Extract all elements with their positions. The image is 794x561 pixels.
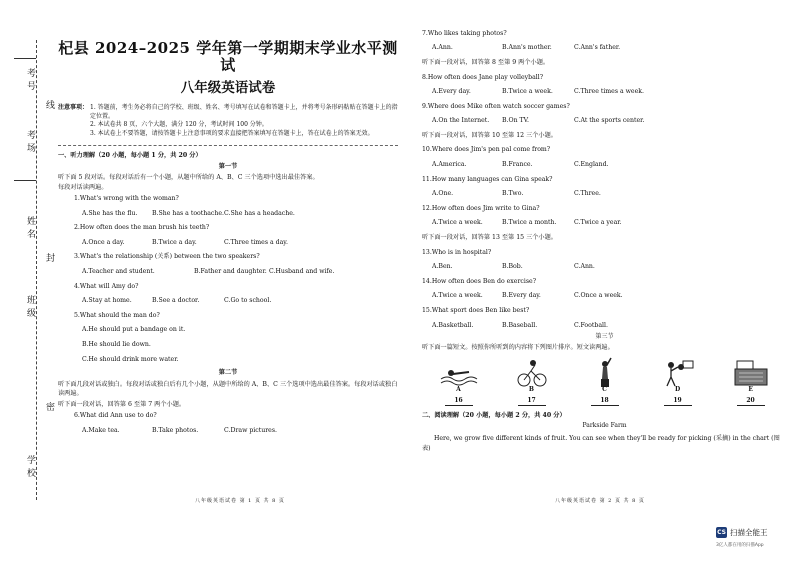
options-row xyxy=(422,41,787,56)
option: B.Father and daughter. xyxy=(194,267,267,275)
note-item: 3. 本试卷上不要答题，请按答题卡上注意事项的要求直接把答案填写在答题卡上，答在试卷上的答案无效。 xyxy=(90,130,374,138)
question: 2.How often does the man brush his teeth? xyxy=(74,224,210,232)
question: 5.What should the man do? xyxy=(74,311,160,319)
left-page xyxy=(58,40,398,438)
picture-letter: E xyxy=(748,386,753,394)
option: C.Ann. xyxy=(574,263,595,271)
question: 15.What sport does Ben like best? xyxy=(422,307,530,315)
option: C.Three. xyxy=(574,190,601,198)
option: A.He should put a bandage on it. xyxy=(82,326,186,334)
option: B.Take photos. xyxy=(152,426,199,434)
basketball-picture xyxy=(658,359,698,387)
option: A.Twice a week. xyxy=(432,219,483,227)
margin-label-name: 姓名 xyxy=(25,216,35,242)
answer-blank: 20 xyxy=(737,398,765,406)
options-row xyxy=(422,260,787,275)
scanner-name: 扫描全能王 xyxy=(730,528,768,537)
question: 7.Who likes taking photos? xyxy=(422,29,507,37)
instructions: 听下面几段对话或独白。每段对话或独白后有几个小题，从题中所给的 A、B、C 三个选项中选出最佳答案。每段对话或独白读两遍。 xyxy=(58,380,398,398)
passage-text: Here, we grow five different kinds of fruit. You can see when they'll be ready for picking (采摘) in the chart (图表) xyxy=(422,435,780,453)
option: A.Every day. xyxy=(432,88,471,96)
sub-instructions: 听下面一段对话，回答第 8 至第 9 两个小题。 xyxy=(422,58,550,66)
option: C.Draw pictures. xyxy=(224,426,277,434)
option: C.He should drink more water. xyxy=(82,355,179,363)
option: A.Stay at home. xyxy=(82,297,132,305)
note-item: 2. 本试卷共 8 页，六个大题，满分 120 分，考试时间 100 分钟。 xyxy=(90,121,268,129)
option: B.France. xyxy=(502,161,533,169)
picture-letters xyxy=(422,387,787,394)
option: C.Ann's father. xyxy=(574,44,621,52)
instructions: 听下面一篇短文。按照你所听到的内容将下列图片排序。短文读两遍。 xyxy=(422,344,614,352)
option: C.Twice a year. xyxy=(574,219,622,227)
statue-picture xyxy=(585,357,625,387)
options-row xyxy=(58,264,398,279)
section-heading-listening: 一、听力理解（20 小题，每小题 1 分，共 20 分） xyxy=(58,151,202,159)
exam-notes xyxy=(58,104,398,139)
option: C.Football. xyxy=(574,321,608,329)
page-title: 杞县 2024–2025 学年第一学期期末学业水平测试 xyxy=(58,39,398,75)
question: 4.What will Amy do? xyxy=(74,282,139,290)
option: C.Three times a day. xyxy=(224,238,288,246)
option: C.Go to school. xyxy=(224,297,272,305)
margin-label-exam-room: 考场 xyxy=(25,130,35,156)
option: C.Husband and wife. xyxy=(269,267,335,275)
options-row xyxy=(58,293,398,308)
right-page xyxy=(422,26,787,454)
answer-blank: 17 xyxy=(518,398,546,406)
option: A.One. xyxy=(432,190,454,198)
instructions: 每段对话读两遍。 xyxy=(58,184,108,192)
binding-margin xyxy=(0,0,58,561)
option: A.Ben. xyxy=(432,263,453,271)
part-heading: 第二节 xyxy=(218,369,238,377)
option: B.Every day. xyxy=(502,292,541,300)
binding-dashed-line xyxy=(36,40,37,500)
binding-char-secret: 密 xyxy=(44,402,54,411)
options-row xyxy=(422,84,787,99)
options-row xyxy=(422,289,787,304)
option: B.See a doctor. xyxy=(152,297,200,305)
underline-exam-number xyxy=(14,58,36,59)
picture-letter: C xyxy=(602,386,607,394)
question: 8.How often does Jane play volleyball? xyxy=(422,73,544,81)
option: B.Bob. xyxy=(502,263,523,271)
part-heading: 第一节 xyxy=(218,162,238,170)
option: C.England. xyxy=(574,161,609,169)
option: B.Ann's mother. xyxy=(502,44,552,52)
answer-blank: 16 xyxy=(445,398,473,406)
picture-letter: B xyxy=(528,386,534,394)
options-row xyxy=(422,114,787,129)
question: 1.What's wrong with the woman? xyxy=(74,195,179,202)
answer-blank: 19 xyxy=(664,398,692,406)
scanner-tagline: 3亿人都在用的扫描App xyxy=(716,543,764,548)
option: C.Once a week. xyxy=(574,292,623,300)
scanner-watermark xyxy=(716,527,768,538)
passage-title: Parkside Farm xyxy=(582,422,627,430)
margin-label-class: 班级 xyxy=(25,295,35,321)
options-row xyxy=(58,235,398,250)
option: A.She has the flu. xyxy=(82,209,138,217)
option: A.America. xyxy=(432,161,467,169)
option: A.Teacher and student. xyxy=(82,267,155,275)
house-picture xyxy=(731,359,771,387)
options-row xyxy=(422,216,787,231)
option: A.Twice a week. xyxy=(432,292,483,300)
option: A.Once a day. xyxy=(82,238,125,246)
margin-label-exam-number: 考号 xyxy=(25,68,35,94)
option: B.Twice a day. xyxy=(152,238,197,246)
option: B.Two. xyxy=(502,190,524,198)
option: B.Baseball. xyxy=(502,321,538,329)
option: C.Three times a week. xyxy=(574,88,644,96)
question: 9.Where does Mike often watch soccer games? xyxy=(422,102,570,110)
margin-label-school: 学校 xyxy=(25,455,35,481)
picture-row xyxy=(422,357,787,387)
page-footer: 八年级英语试卷 第 1 页 共 8 页 xyxy=(195,498,285,504)
sub-instructions: 听下面一段对话，回答第 10 至第 12 三个小题。 xyxy=(422,131,557,139)
binding-char-seal: 封 xyxy=(44,253,54,262)
option: C.She has a headache. xyxy=(224,209,295,217)
cycling-picture xyxy=(512,359,552,387)
question: 11.How many languages can Gina speak? xyxy=(422,175,553,183)
swimming-picture xyxy=(439,361,479,387)
answer-blank: 18 xyxy=(591,398,619,406)
option: A.Make tea. xyxy=(82,426,120,434)
underline-exam-room xyxy=(14,180,36,181)
note-item: 1. 答题前，考生务必将自己的学校、班级、姓名、考号填写在试卷和答题卡上，并将考号条形码粘贴在答题卡上的指定位置。 xyxy=(90,104,398,120)
section-heading-reading: 二、阅读理解（20 小题，每小题 2 分，共 40 分） xyxy=(422,412,566,420)
options-row xyxy=(58,423,398,438)
sub-instructions: 听下面一段对话，回答第 6 至第 7 两个小题。 xyxy=(58,401,186,409)
part-heading: 第三节 xyxy=(595,333,614,341)
options-row xyxy=(58,206,398,221)
notes-label: 注意事项： xyxy=(58,104,89,112)
question: 14.How often does Ben do exercise? xyxy=(422,277,537,285)
picture-letter: D xyxy=(675,386,681,394)
option: A.On the Internet. xyxy=(432,117,490,125)
question: 3.What's the relationship (关系) between the two speakers? xyxy=(74,253,260,261)
page-footer: 八年级英语试卷 第 2 页 共 8 页 xyxy=(555,498,645,504)
option: A.Ann. xyxy=(432,44,453,52)
option: B.Twice a month. xyxy=(502,219,557,227)
answer-blanks xyxy=(422,398,787,406)
options-row xyxy=(422,157,787,172)
option: C.At the sports center. xyxy=(574,117,645,125)
question: 10.Where does Jim's pen pal come from? xyxy=(422,146,551,154)
options-row xyxy=(422,318,787,333)
scanner-logo-icon: CS xyxy=(717,529,726,536)
question: 6.What did Ann use to do? xyxy=(74,412,157,420)
option: B.She has a toothache. xyxy=(152,209,225,217)
question: 13.Who is in hospital? xyxy=(422,248,492,256)
sub-instructions: 听下面一段对话，回答第 13 至第 15 三个小题。 xyxy=(422,234,557,242)
question: 12.How often does Jim write to Gina? xyxy=(422,204,540,212)
instructions: 听下面 5 段对话。每段对话后有一个小题，从题中所给的 A、B、C 三个选项中选出最佳答案。 xyxy=(58,174,319,182)
option: B.He should lie down. xyxy=(82,340,151,348)
options-row xyxy=(422,187,787,202)
option: B.On TV. xyxy=(502,117,530,125)
page-subtitle: 八年级英语试卷 xyxy=(180,79,276,96)
option: B.Twice a week. xyxy=(502,88,553,96)
binding-char-line: 线 xyxy=(44,100,54,109)
picture-letter: A xyxy=(456,386,461,394)
option: A.Basketball. xyxy=(432,321,474,329)
